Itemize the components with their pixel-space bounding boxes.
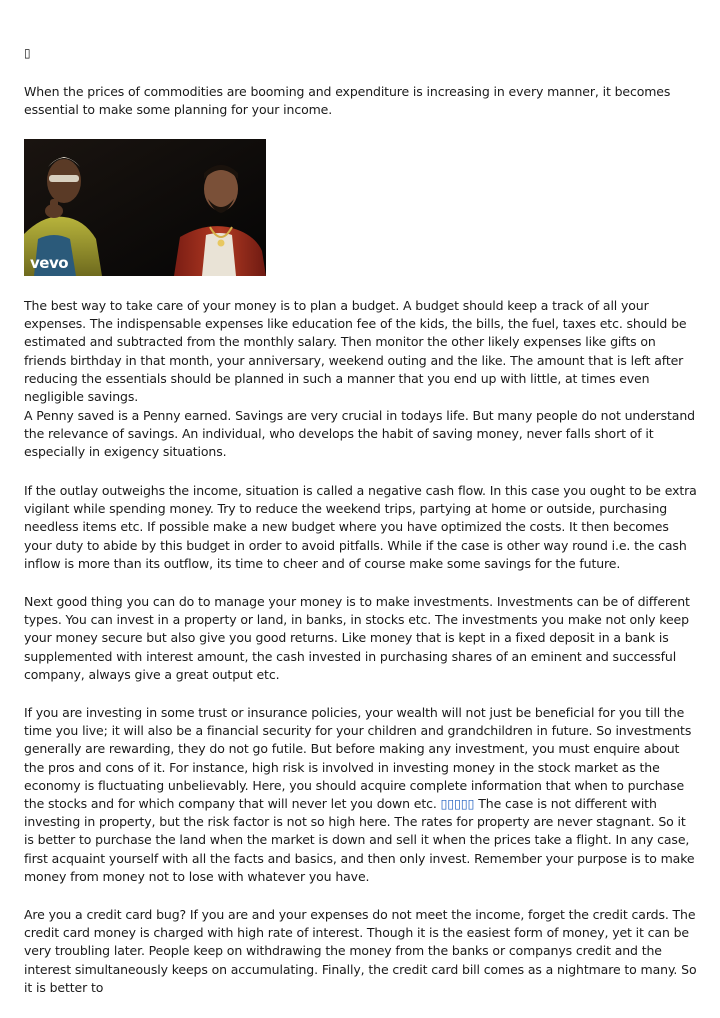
paragraph-trust-text-after: The case is not different with investing in property, but the risk factor is not so high here. The rates for property are never stagnant. So it is better to purchase the land when the market is down and sell it when the prices take a flight. In any case, first acquaint yourself with all the facts and basics, and then only invest. Remember your purpose is to make money from money not to lose with whatever you have. [24,796,695,884]
inline-link[interactable]: ▯▯▯▯▯ [440,796,475,812]
paragraph-budget: The best way to take care of your money is to plan a budget. A budget should keep a track of all your expenses. The indispensable expenses like education fee of the kids, the bills, the fuel, taxes etc. should be estimated and subtracted from the monthly salary. Then monitor the other likely expenses like gifts on friends birthday in that month, your anniversary, weekend outing and the like. The amount that is left after reducing the essentials should be planned in such a manner that you end up with little, at times even negligible savings. [24,298,687,405]
paragraph-credit-card: Are you a credit card bug? If you are and your expenses do not meet the income, forget the credit cards. The credit card money is charged with high rate of interest. Though it is the easiest form of money, yet it can be very troubling later. People keep on withdrawing the money from the banks or companys credit and the interest simultaneously keeps on accumulating. Finally, the credit card bill comes as a nightmare to many. So it is better to [24,907,697,995]
video-thumbnail[interactable] [24,139,266,276]
paragraph-cash-flow: If the outlay outweighs the income, situation is called a negative cash flow. In this case you ought to be extra vigilant while spending money. Try to reduce the weekend trips, partying at home or outside, purchasing needless items etc. If possible make a new budget where you have optimized the costs. It then becomes your duty to abide by this budget in order to avoid pitfalls. While if the case is other way round i.e. the cash inflow is more than its outflow, its time to cheer and of course make some savings for the future. [24,483,697,571]
vevo-watermark: vevo [30,254,69,272]
paragraph-intro: When the prices of commodities are booming and expenditure is increasing in every manner, it becomes essential to make some planning for your income. [24,84,671,118]
paragraph-trust-text-before: If you are investing in some trust or insurance policies, your wealth will not just be beneficial for you till the time you live; it will also be a financial security for your children and grandchildren in future. So investments generally are rewarding, they do not go futile. But before making any investment, you must enquire about the pros and cons of it. For instance, high risk is involved in investing money in the stock market as the economy is fluctuating unbelievably. Here, you should acquire complete information that when to purchase the stocks and for which company that will never let you down etc. [24,705,692,812]
paragraph-trust-insurance [24,704,698,886]
paragraph-investments: Next good thing you can do to manage your money is to make investments. Investments can be of different types. You can invest in a property or land, in banks, in stocks etc. The investments you make not only keep your money secure but also give you good returns. Like money that is kept in a fixed deposit in a bank is supplemented with interest amount, the cash invested in purchasing shares of an eminent and successful company, always give a great output etc. [24,594,690,682]
paragraph-savings: A Penny saved is a Penny earned. Savings are very crucial in todays life. But many people do not understand the relevance of savings. An individual, who develops the habit of saving money, never falls short of it especially in exigency situations. [24,408,695,460]
missing-glyph-icon: ▯ [24,46,31,60]
